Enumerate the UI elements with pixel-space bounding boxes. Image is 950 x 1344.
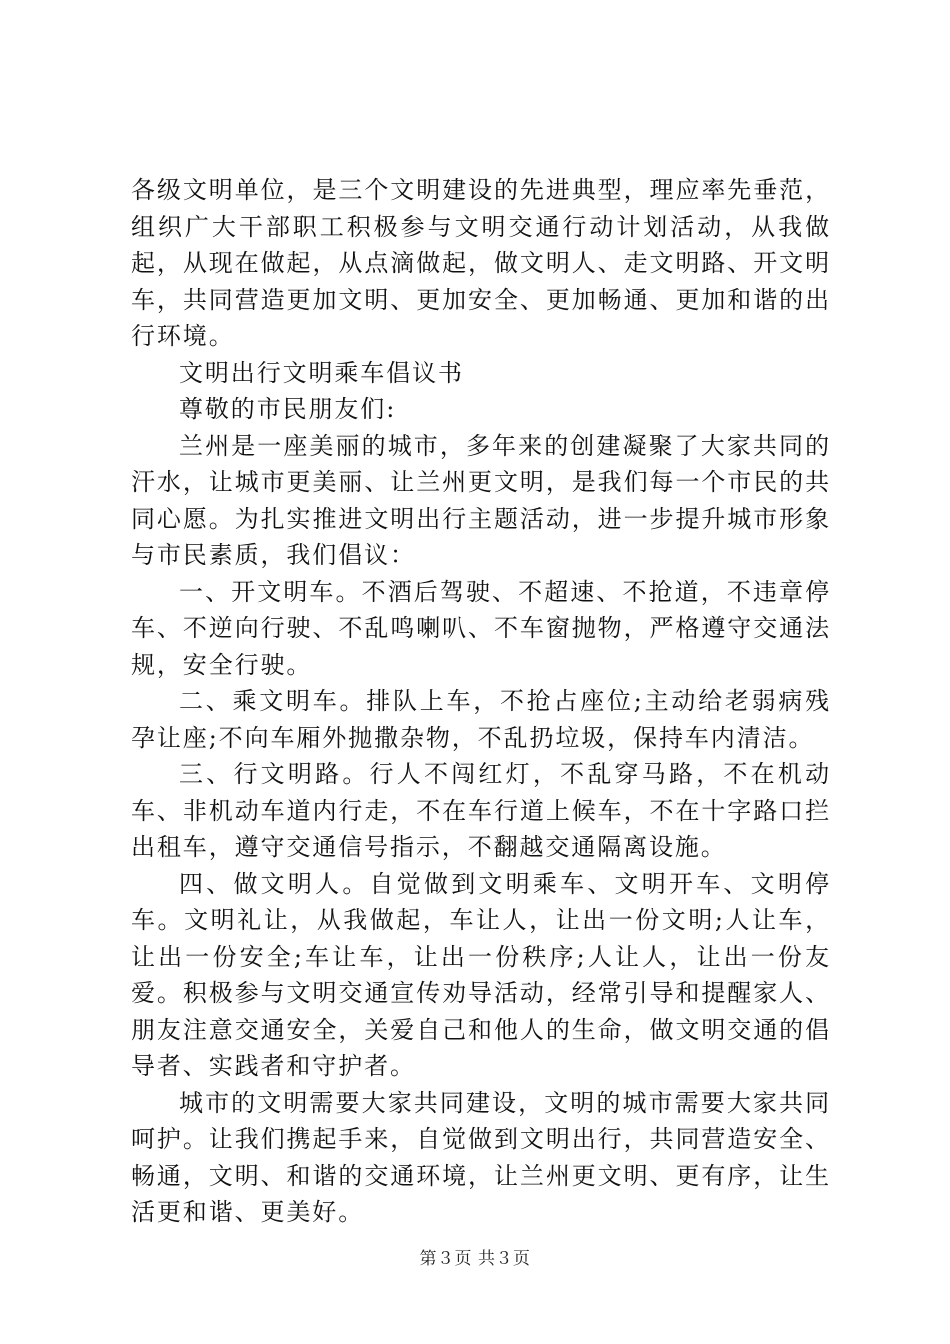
paragraph-intro: 兰州是一座美丽的城市，多年来的创建凝聚了大家共同的汗水，让城市更美丽、让兰州更文明，是我们每一个市民的共同心愿。为扎实推进文明出行主题活动，进一步提升城市形象与市民素质，我们倡议： — [131, 431, 831, 569]
paragraph-item-3: 三、行文明路。行人不闯红灯，不乱穿马路，不在机动车、非机动车道内行走，不在车行道上候车，不在十字路口拦出租车，遵守交通信号指示，不翻越交通隔离设施。 — [131, 760, 831, 861]
document-body — [131, 172, 831, 1231]
salutation: 尊敬的市民朋友们: — [179, 395, 397, 423]
paragraph-item-4: 四、做文明人。自觉做到文明乘车、文明开车、文明停车。文明礼让，从我做起，车让人，让出一份文明;人让车，让出一份安全;车让车，让出一份秩序;人让人，让出一份友爱。积极参与文明交通宣传劝导活动，经常引导和提醒家人、朋友注意交通安全，关爱自己和他人的生命，做文明交通的倡导者、实践者和守护者。 — [131, 869, 831, 1080]
paragraph-closing: 城市的文明需要大家共同建设，文明的城市需要大家共同呵护。让我们携起手来，自觉做到文明出行，共同营造安全、畅通，文明、和谐的交通环境，让兰州更文明、更有序，让生活更和谐、更美好。 — [131, 1088, 831, 1226]
proposal-title: 文明出行文明乘车倡议书 — [179, 358, 464, 387]
paragraph-item-2: 二、乘文明车。排队上车，不抢占座位;主动给老弱病残孕让座;不向车厢外抛撒杂物，不乱扔垃圾，保持车内清洁。 — [131, 687, 831, 752]
paragraph-item-1: 一、开文明车。不酒后驾驶、不超速、不抢道，不违章停车、不逆向行驶、不乱鸣喇叭、不车窗抛物，严格遵守交通法规，安全行驶。 — [131, 577, 831, 679]
paragraph-civilized-units: 各级文明单位，是三个文明建设的先进典型，理应率先垂范，组织广大干部职工积极参与文明交通行动计划活动，从我做起，从现在做起，从点滴做起，做文明人、走文明路、开文明车，共同营造更加文明、更加安全、更加畅通、更加和谐的出行环境。 — [131, 176, 831, 350]
page-number-footer: 第３页 共３页 — [419, 1249, 531, 1269]
